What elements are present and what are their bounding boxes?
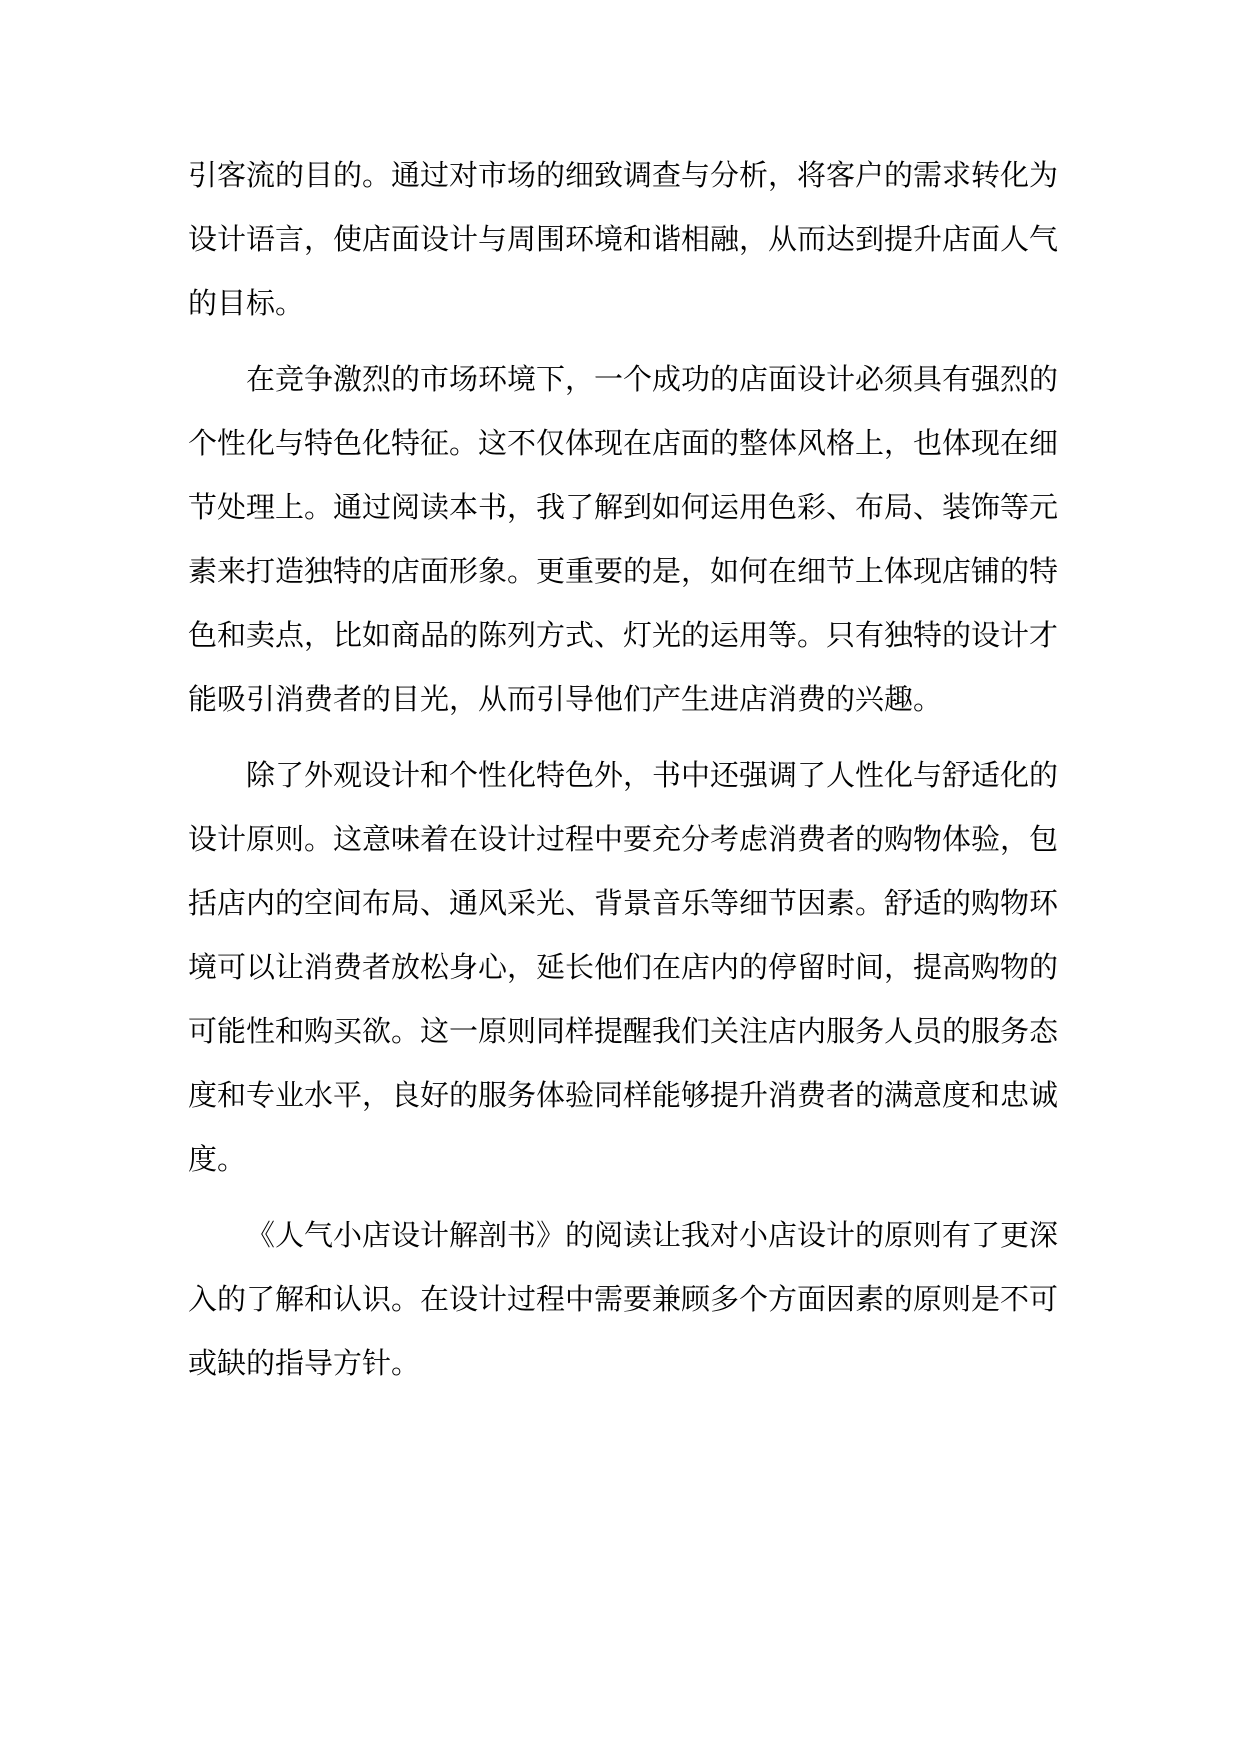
paragraph bbox=[188, 743, 1058, 1191]
text-line: 或缺的指导方针。 bbox=[188, 1346, 421, 1380]
text-line: 度。 bbox=[188, 1142, 247, 1176]
text-line: 可能性和购买欲。这一原则同样提醒我们关注店内服务人员的服务态 bbox=[188, 1014, 1058, 1048]
text-line: 境可以让消费者放松身心，延长他们在店内的停留时间，提高购物的 bbox=[188, 950, 1058, 984]
text-line: 引客流的目的。通过对市场的细致调查与分析，将客户的需求转化为 bbox=[188, 158, 1058, 192]
text-line: 除了外观设计和个性化特色外，书中还强调了人性化与舒适化的 bbox=[246, 758, 1058, 792]
paragraph-gap bbox=[188, 731, 1058, 743]
text-line: 入的了解和认识。在设计过程中需要兼顾多个方面因素的原则是不可 bbox=[188, 1282, 1058, 1316]
text-line: 设计原则。这意味着在设计过程中要充分考虑消费者的购物体验，包 bbox=[188, 822, 1058, 856]
paragraph bbox=[188, 143, 1058, 335]
text-line: 素来打造独特的店面形象。更重要的是，如何在细节上体现店铺的特 bbox=[188, 554, 1058, 588]
text-line: 的目标。 bbox=[188, 286, 305, 320]
text-line: 节处理上。通过阅读本书，我了解到如何运用色彩、布局、装饰等元 bbox=[188, 490, 1058, 524]
text-line: 度和专业水平，良好的服务体验同样能够提升消费者的满意度和忠诚 bbox=[188, 1078, 1058, 1112]
text-line: 在竞争激烈的市场环境下，一个成功的店面设计必须具有强烈的 bbox=[246, 362, 1058, 396]
text-line: 《人气小店设计解剖书》的阅读让我对小店设计的原则有了更深 bbox=[246, 1218, 1058, 1252]
document-body bbox=[188, 143, 1058, 1395]
paragraph-gap bbox=[188, 335, 1058, 347]
paragraph-gap bbox=[188, 1191, 1058, 1203]
paragraph bbox=[188, 1203, 1058, 1395]
text-line: 设计语言，使店面设计与周围环境和谐相融，从而达到提升店面人气 bbox=[188, 222, 1058, 256]
text-line: 个性化与特色化特征。这不仅体现在店面的整体风格上，也体现在细 bbox=[188, 426, 1058, 460]
text-line: 能吸引消费者的目光，从而引导他们产生进店消费的兴趣。 bbox=[188, 682, 943, 716]
text-line: 色和卖点，比如商品的陈列方式、灯光的运用等。只有独特的设计才 bbox=[188, 618, 1058, 652]
paragraph bbox=[188, 347, 1058, 731]
text-line: 括店内的空间布局、通风采光、背景音乐等细节因素。舒适的购物环 bbox=[188, 886, 1058, 920]
